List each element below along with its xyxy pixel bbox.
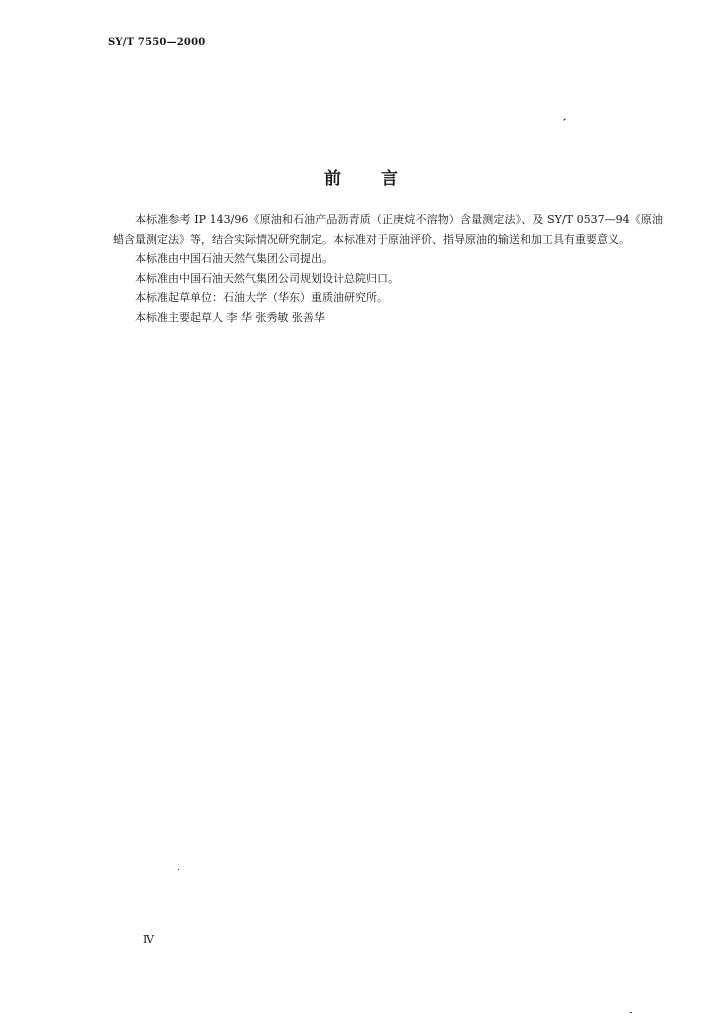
preface-line-proposer: 本标准由中国石油天然气集团公司提出。 (135, 252, 333, 265)
standard-code-header: SY/T 7550—2000 (108, 37, 206, 48)
preface-line-centralized: 本标准由中国石油天然气集团公司规划设计总院归口。 (135, 271, 399, 285)
preface-line-drafters: 本标准主要起草人 李 华 张秀敏 张善华 (135, 310, 325, 324)
preface-paragraph-reference: 本标准参考 IP 143/96《原油和石油产品沥青质（正庚烷不溶物）含量测定法》、及 SY/T 0537—94《原油蜡含量测定法》等，结合实际情况研究制定。本标准对于原油评价、指导原油的输送和加工具有重要意义。 (113, 213, 663, 246)
scan-speck (630, 1012, 632, 1013)
scan-speck (178, 869, 179, 870)
preface-body (113, 210, 663, 327)
title-char-1: 前 (324, 169, 343, 189)
preface-line-drafting-unit: 本标准起草单位：石油大学（华东）重质油研究所。 (135, 291, 388, 304)
title-char-2: 言 (381, 169, 400, 189)
section-title (0, 164, 724, 189)
page-number: Ⅳ (143, 933, 154, 946)
scan-speck (563, 118, 566, 121)
